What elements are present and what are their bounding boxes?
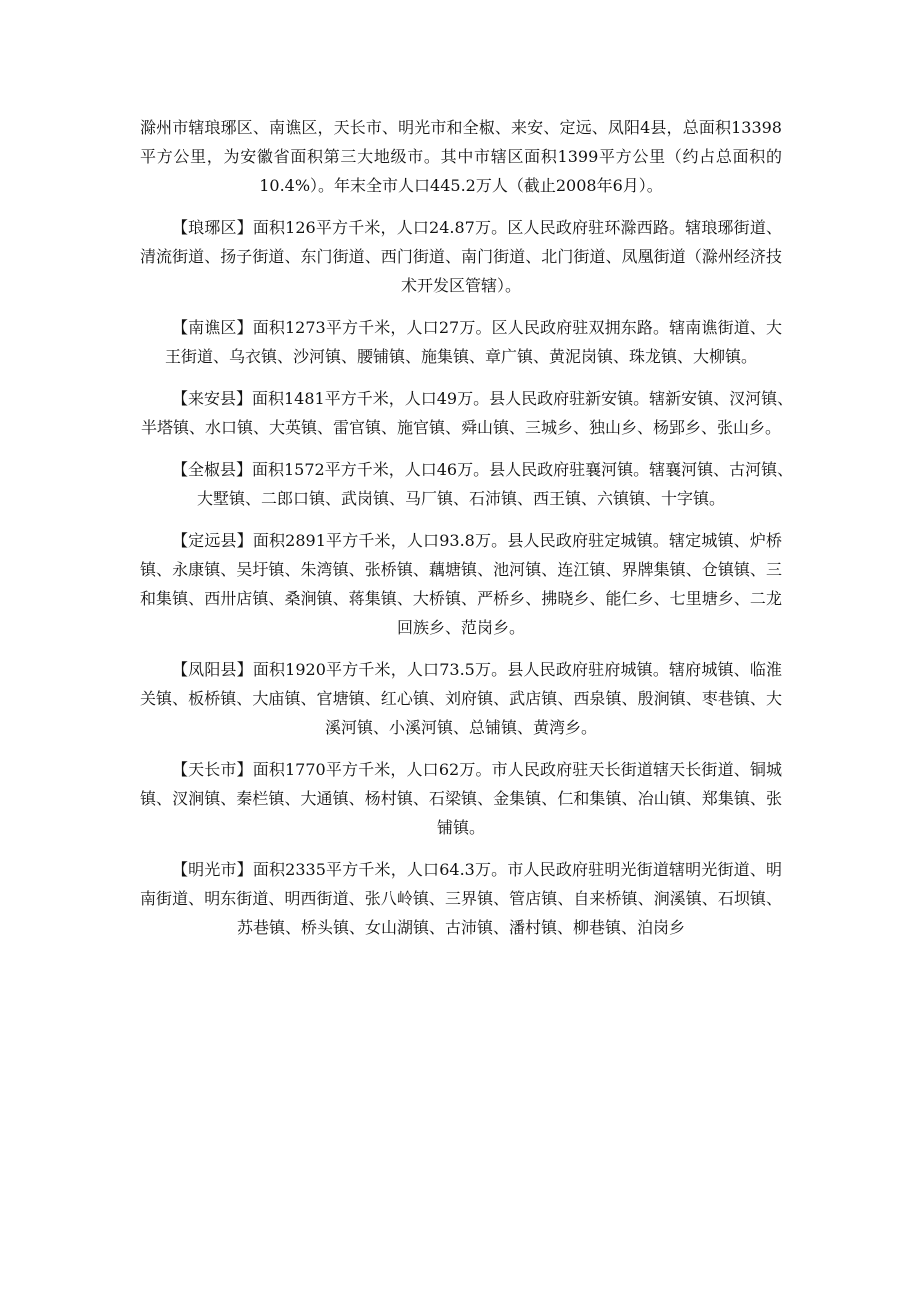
paragraph-nanqiao — [140, 313, 782, 371]
text-line: 平方公里，为安徽省面积第三大地级市。其中市辖区面积1399平方公里（约占总面积的 — [140, 147, 782, 166]
text-line: 半塔镇、水口镇、大英镇、雷官镇、施官镇、舜山镇、三城乡、独山乡、杨郢乡、张山乡。 — [140, 418, 781, 437]
text-line: 铺镇。 — [436, 818, 485, 837]
text-line: 回族乡、范岗乡。 — [396, 618, 525, 637]
paragraph-langya — [140, 213, 782, 300]
text-line: 关镇、板桥镇、大庙镇、官塘镇、红心镇、刘府镇、武店镇、西泉镇、殷涧镇、枣巷镇、大 — [140, 689, 782, 708]
paragraph-intro — [140, 113, 782, 200]
text-line: 王街道、乌衣镇、沙河镇、腰铺镇、施集镇、章广镇、黄泥岗镇、珠龙镇、大柳镇。 — [164, 347, 757, 366]
text-line: 术开发区管辖）。 — [400, 276, 521, 295]
text-line: 【天长市】面积1770平方千米，人口62万。市人民政府驻天长街道辖天长街道、铜城 — [172, 760, 782, 779]
text-line: 和集镇、西卅店镇、桑涧镇、蒋集镇、大桥镇、严桥乡、拂晓乡、能仁乡、七里塘乡、二龙 — [140, 589, 782, 608]
text-line: 【凤阳县】面积1920平方千米，人口73.5万。县人民政府驻府城镇。辖府城镇、临淮 — [172, 660, 782, 679]
text-line: 10.4%）。年末全市人口445.2万人（截止2008年6月）。 — [259, 176, 663, 195]
text-line: 【琅琊区】面积126平方千米，人口24.87万。区人民政府驻环滁西路。辖琅琊街道、 — [172, 218, 782, 237]
text-line: 滁州市辖琅琊区、南谯区，天长市、明光市和全椒、来安、定远、凤阳4县，总面积13398 — [140, 118, 782, 137]
document-body — [140, 113, 794, 955]
paragraph-mingguang — [140, 855, 782, 942]
text-line: 溪河镇、小溪河镇、总铺镇、黄湾乡。 — [324, 718, 597, 737]
text-line: 大墅镇、二郎口镇、武岗镇、马厂镇、石沛镇、西王镇、六镇镇、十字镇。 — [196, 489, 725, 508]
text-line: 镇、永康镇、吴圩镇、朱湾镇、张桥镇、藕塘镇、池河镇、连江镇、界牌集镇、仓镇镇、三 — [140, 560, 782, 579]
paragraph-fengyang — [140, 655, 782, 742]
text-line: 镇、汊涧镇、秦栏镇、大通镇、杨村镇、石梁镇、金集镇、仁和集镇、冶山镇、郑集镇、张 — [140, 789, 782, 808]
paragraph-quanjiao — [140, 455, 794, 513]
paragraph-tianchang — [140, 755, 782, 842]
text-line: 清流街道、扬子街道、东门街道、西门街道、南门街道、北门街道、凤凰街道（滁州经济技 — [140, 247, 782, 266]
text-line: 【明光市】面积2335平方千米，人口64.3万。市人民政府驻明光街道辖明光街道、明 — [172, 860, 782, 879]
paragraph-dingyuan — [140, 526, 782, 642]
text-line: 【南谯区】面积1273平方千米，人口27万。区人民政府驻双拥东路。辖南谯街道、大 — [172, 318, 782, 337]
text-line: 【定远县】面积2891平方千米，人口93.8万。县人民政府驻定城镇。辖定城镇、炉桥 — [172, 531, 782, 550]
text-line: 【全椒县】面积1572平方千米，人口46万。县人民政府驻襄河镇。辖襄河镇、古河镇、 — [172, 460, 794, 479]
text-line: 南街道、明东街道、明西街道、张八岭镇、三界镇、管店镇、自来桥镇、涧溪镇、石坝镇、 — [140, 889, 782, 908]
text-line: 【来安县】面积1481平方千米，人口49万。县人民政府驻新安镇。辖新安镇、汊河镇、 — [172, 389, 794, 408]
text-line: 苏巷镇、桥头镇、女山湖镇、古沛镇、潘村镇、柳巷镇、泊岗乡 — [236, 918, 685, 937]
paragraph-laian — [140, 384, 794, 442]
